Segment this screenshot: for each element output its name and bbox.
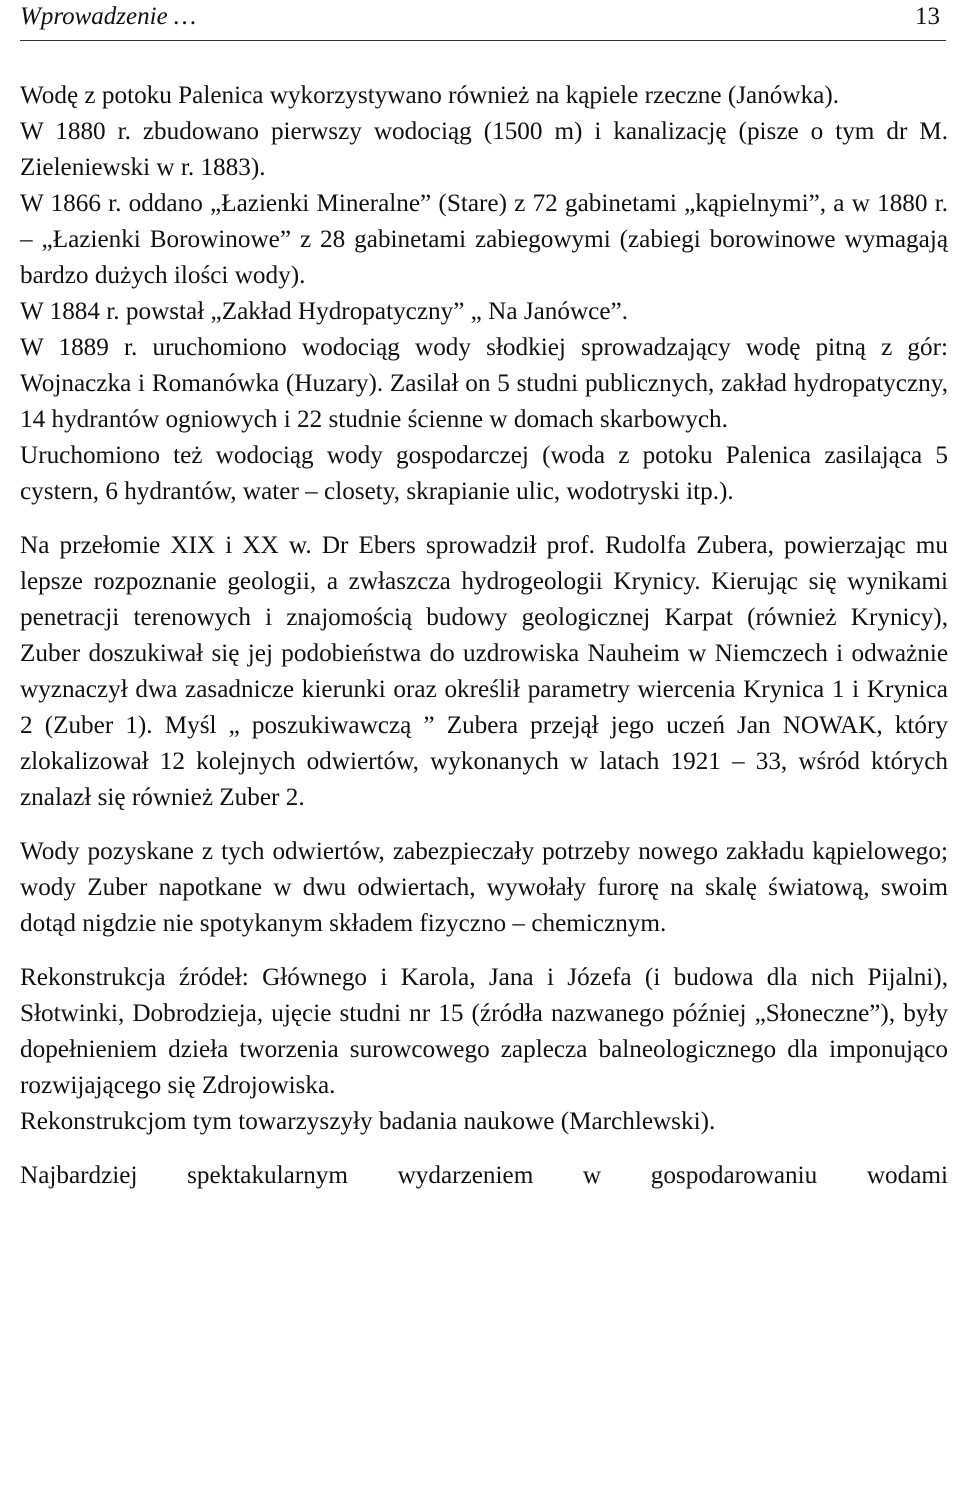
page-number: 13 xyxy=(915,3,940,30)
paragraph-janowka: Wodę z potoku Palenica wykorzystywano również na kąpiele rzeczne (Janówka). xyxy=(20,82,840,109)
paragraph-spektakularne: Najbardziej spektakularnym wydarzeniem w gospodarowaniu wodami xyxy=(20,1162,948,1189)
paragraph-zuber: Na przełomie XIX i XX w. Dr Ebers sprowadził prof. Rudolfa Zubera, powierzając mu lepsze rozpoznanie geologii, a zwłaszcza hydrogeologii Krynicy. Kierując się wynikami penetracji terenowych i znajomością budowy geologicznej Karpat (również Krynicy), Zuber doszukiwał się jej podobieństwa do uzdrowiska Nauheim w Niemczech i odważnie wyznaczył dwa zasadnicze kierunki oraz określił parametry wiercenia Krynica 1 i Krynica 2 (Zuber 1). Myśl „ poszukiwawczą ” Zubera przejął jego uczeń Jan NOWAK, który zlokalizował 12 kolejnych odwiertów, wykonanych w latach 1921 – 33, wśród których znalazł się również Zuber 2. xyxy=(20,532,948,811)
paragraph-wody-zuber: Wody pozyskane z tych odwiertów, zabezpieczały potrzeby nowego zakładu kąpielowego; wody Zuber napotkane w dwu odwiertach, wywołały furorę na skalę światową, swoim dotąd nigdzie nie spotykanym składem fizyczno – chemicznym. xyxy=(20,838,948,937)
running-header xyxy=(20,0,946,41)
body-text xyxy=(20,78,948,1194)
chapter-title: Wprowadzenie … xyxy=(20,3,197,30)
paragraph-rekonstrukcja: Rekonstrukcja źródeł: Głównego i Karola, Jana i Józefa (i budowa dla nich Pijalni), Słotwinki, Dobrodzieja, ujęcie studni nr 15 (źródła nazwanego później „Słoneczne”), były dopełnieniem dzieła tworzenia surowcowego zaplecza balneologicznego dla imponująco rozwijającego się Zdrojowiska. xyxy=(20,964,948,1099)
paragraph-wodociag-1889: W 1889 r. uruchomiono wodociąg wody słodkiej sprowadzający wodę pitną z gór: Wojnaczka i Romanówka (Huzary). Zasilał on 5 studni publicznych, zakład hydropatyczny, 14 hydrantów ogniowych i 22 studnie ścienne w domach skarbowych. xyxy=(20,334,948,433)
paragraph-zaklad-hydropatyczny: W 1884 r. powstał „Zakład Hydropatyczny” „ Na Janówce”. xyxy=(20,298,629,325)
paragraph-badania: Rekonstrukcjom tym towarzyszyły badania naukowe (Marchlewski). xyxy=(20,1108,716,1135)
paragraph-wodociag-gospodarczy: Uruchomiono też wodociąg wody gospodarczej (woda z potoku Palenica zasilająca 5 cystern, 6 hydrantów, water – closety, skrapianie ulic, wodotryski itp.). xyxy=(20,442,948,505)
paragraph-wodociag-1880: W 1880 r. zbudowano pierwszy wodociąg (1500 m) i kanalizację (pisze o tym dr M. Zieleniewski w r. 1883). xyxy=(20,118,948,181)
paragraph-lazienki: W 1866 r. oddano „Łazienki Mineralne” (Stare) z 72 gabinetami „kąpielnymi”, a w 1880 r. – „Łazienki Borowinowe” z 28 gabinetami zabiegowymi (zabiegi borowinowe wymagają bardzo dużych ilości wody). xyxy=(20,190,948,289)
